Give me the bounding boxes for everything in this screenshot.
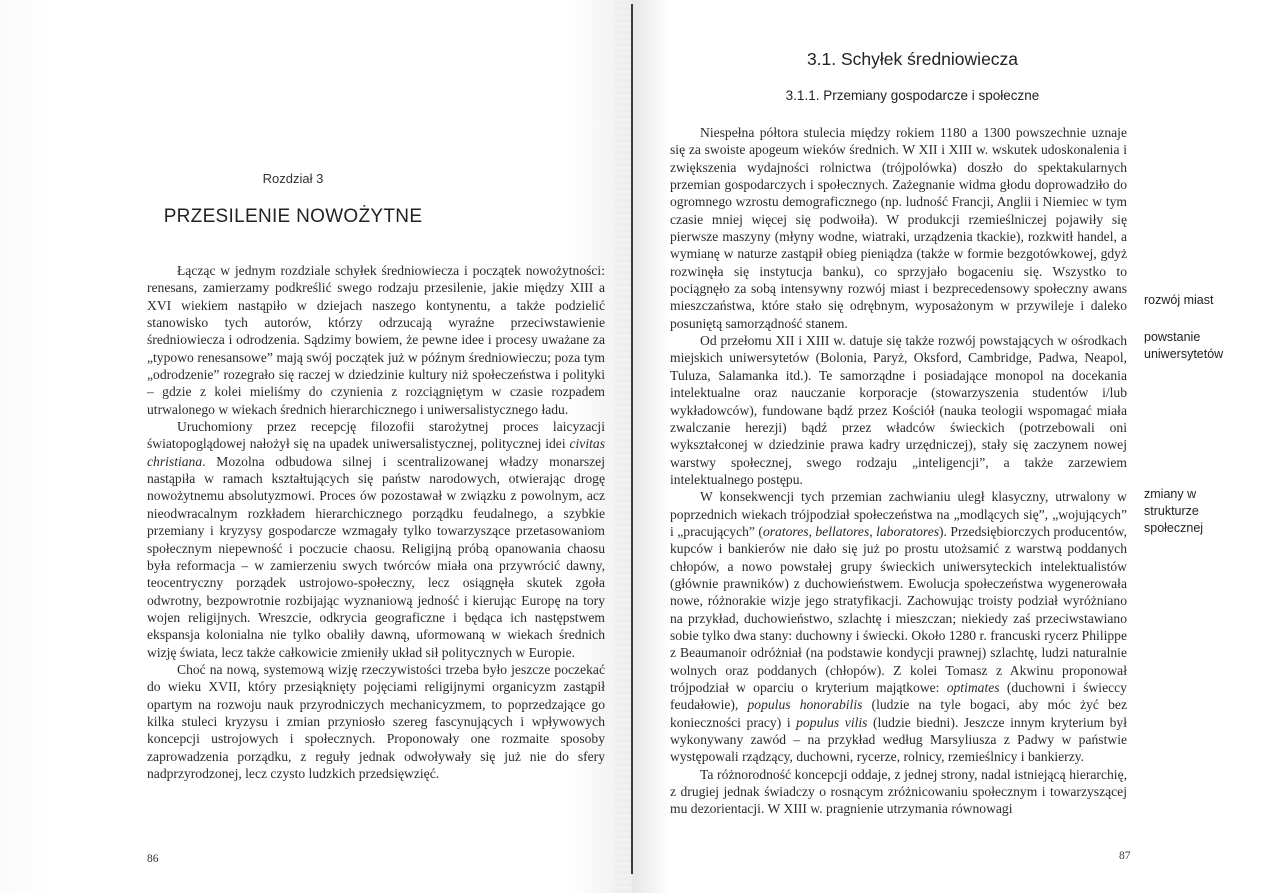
italic-term: populus honorabilis — [747, 697, 863, 713]
book-gutter — [631, 4, 633, 874]
right-paragraph — [670, 488, 1127, 766]
right-paragraph — [670, 124, 1127, 332]
text-run: ). Przedsiębiorczych producentów, kupców i bankierów nie dało się już po prostu utożsamić z warstwą poddanych chłopów, a nowo powstałej grupy świeckich uniwersyteckich intelektualistów (głównie prawników) z duchowieństwem. Ewolucja społeczeństwa wygenerowała nowe, różnorakie wizje jego stratyfikacji. Zachowując troisty podział wyróżniano na przykład, duchowieństwo, szlachtę i mieszczan; niekiedy zaś przeciwstawiano sobie tylko dwa stany: duchowny i świecki. Około 1280 r. francuski rycerz Philippe z Beaumanoir odróżniał (na podstawie kondycji prawnej) szlachtę, ludzi naturalnie wolnych oraz poddanych (chłopów). Z kolei Tomasz z Akwinu proponował trójpodział w oparciu o kryterium majątkowe: — [670, 523, 1127, 695]
italic-term: oratores, bellatores, laboratores — [762, 523, 940, 539]
margin-note-social-structure: zmiany w strukturze społecznej — [1144, 487, 1204, 535]
text-run: . Mozolna odbudowa silnej i scentralizowanej władzy monarszej nastąpiła w ramach kształtujących się państw narodowych, otwierając drogę nowożytnemu absolutyzmowi. Proces ów pozostawał w związku z powolnym, acz nieodwracalnym rozkładem hierarchicznego porządku feudalnego, a szybkie przemiany i kryzysy gospodarcze wzmagały tylko towarzyszące przetasowaniom społecznym niepewność i poczucie chaosu. Religijną próbą opanowania chaosu była reformacja – w zamierzeniu swych twórców miała ona przywrócić dawny, teocentryczny porządek ustrojowo-społeczny, lecz osiągnęła skutek zgoła odwrotny, bezpowrotnie rozbijając wyznaniową jedność i kierując Europę na tory wojen religijnych. Wreszcie, odkrycia geograficzne i będąca ich następstwem ekspansja kolonialna nie tylko obaliły dawną, uformowaną w wiekach średnich wizję świata, lecz także całkowicie zmieniły układ sił politycznych w Europie. — [147, 453, 605, 660]
right-page-body — [670, 124, 1127, 818]
section-title: 3.1. Schyłek średniowiecza — [806, 49, 1019, 69]
text-run: Uruchomiony przez recepcję filozofii starożytnej proces laicyzacji światopoglądowej nałożył się na upadek uniwersalistycznej, politycznej idei — [147, 419, 605, 452]
subsection-title: 3.1.1. Przemiany gospodarcze i społeczne — [785, 88, 1040, 103]
margin-note-cities: rozwój miast — [1144, 293, 1214, 307]
chapter-label: Rozdział 3 — [262, 171, 324, 186]
right-paragraph — [670, 766, 1127, 818]
text-run: Łącząc w jednym rozdziale schyłek średniowiecza i początek nowożytności: renesans, zamierzamy podkreślić swego rodzaju przesilenie, jakie między XIII a XVI wiekiem nastąpiło w dziejach naszego kontynentu, a także podzielić stanowisko tych autorów, którzy odrzucają wyraźne przeciwstawienie średniowiecza i odrodzenia. Sądzimy bowiem, że pewne idee i procesy uważane za „typowo renesansowe” mają swój początek już w późnym średniowieczu; poza tym „odrodzenie” rozegrało się raczej w dziedzinie kultury niż społeczeństwa i polityki – gdzie z kolei mieliśmy do czynienia z rozciągniętym w czasie rozpadem utrwalonego w wiekach średnich hierarchicznego i uniwersalistycznego ładu. — [147, 263, 605, 417]
text-run: (ludzie na tyle bogaci, aby móc żyć bez konieczności pracy) i — [670, 697, 1127, 730]
text-run: (ludzie biedni). Jeszcze innym kryterium był wykonywany zawód – na przykład według Marsyliusza z Padwy w państwie występowali rządzący, duchowni, rycerze, rolnicy, rzemieślnicy i bankierzy. — [670, 714, 1127, 765]
text-run: (duchowni i świeccy feudałowie), — [670, 680, 1127, 713]
italic-term: optimates — [946, 680, 1000, 695]
italic-term: populus vilis — [796, 714, 868, 730]
page-number-right: 87 — [1119, 850, 1131, 862]
chapter-title: PRZESILENIE NOWOŻYTNE — [163, 206, 423, 227]
text-run: Niespełna półtora stulecia między rokiem 1180 a 1300 powszechnie uznaje się za swoiste apogeum wieków średnich. W XII i XIII w. wskutek udoskonalenia i zwiększenia wydajności rolnictwa (trójpolówka) doszło do spektakularnych przemian gospodarczych i społecznych. Zażegnanie widma głodu doprowadziło do ogromnego wzrostu demograficznego (np. ludność Francji, Anglii i Niemiec w tym czasie mniej więcej się podwoiła). W produkcji rzemieślniczej pojawiły się pierwsze maszyny (młyny wodne, wiatraki, urządzenia tkackie), rozkwitł handel, a wymianę w naturze zastąpił obieg pieniądza (także w formie bezgotówkowej, gdyż rozwinęła się instytucja banku), co sprzyjało bogaceniu się. Wszystko to pociągnęło za sobą intensywny rozwój miast i bezprecedensowy społeczny awans mieszczaństwa, które stało się odrębnym, wyposażonym w przywileje i daleko posuniętą samorządność stanem. — [670, 125, 1127, 331]
page-number-left: 86 — [147, 853, 159, 865]
left-paragraph — [147, 262, 605, 418]
italic-term: civitas christiana — [147, 436, 605, 469]
right-paragraph — [670, 332, 1127, 488]
left-paragraph — [147, 418, 605, 661]
gutter-shadow — [614, 0, 630, 893]
text-run: W konsekwencji tych przemian zachwianiu uległ klasyczny, utrwalony w poprzednich wiekach trójpodział społeczeństwa na „modlących się”, „wojujących” i „pracujących” ( — [670, 489, 1127, 539]
margin-note-universities: powstanie uniwersytetów — [1144, 330, 1224, 361]
text-run: Choć na nową, systemową wizję rzeczywistości trzeba było jeszcze poczekać do wieku XVII, który przesiąknięty pojęciami religijnymi organicyzm zastąpił opartym na rozwoju nauk przyrodniczych mechanicyzmem, to poprzedzające go kilka stuleci kryzysu i zmian przyniosło szereg fascynujących i wpływowych koncepcji ustrojowych i społecznych. Proponowały one rozmaite sposoby zaprowadzenia porządku, z reguły jednak odwoływały się już nie do sfery nadprzyrodzonej, lecz czysto ludzkich przedsięwzięć. — [147, 661, 605, 781]
left-page-body — [147, 262, 605, 782]
left-paragraph — [147, 661, 605, 782]
left-page — [0, 0, 632, 893]
text-run: Od przełomu XII i XIII w. datuje się także rozwój powstających w ośrodkach miejskich uniwersytetów (Bolonia, Paryż, Oksford, Cambridge, Padwa, Neapol, Tuluza, Salamanka itd.). Te samorządne i posiadające monopol na docekania intelektualne oraz nauczanie korporacje (stowarzyszenia studentów i/lub wykładowców), fundowane bądź przez Kościół (nauka teologii wspomagać miała zwalczanie herezji) bądź przez władców świeckich (potrzebowali oni wykształconej w dziedzinie prawa kadry urzędniczej), stały się zaczynem nowej warstwy społecznej, swego rodzaju „inteligencji”, a także zarzewiem intelektualnego postępu. — [670, 333, 1127, 487]
text-run: Ta różnorodność koncepcji oddaje, z jednej strony, nadal istniejącą hierarchię, z drugiej jednak świadczy o rosnącym zróżnicowaniu społecznym i towarzyszącej mu dezorientacji. W XIII w. pragnienie utrzymania równowagi — [670, 766, 1127, 817]
